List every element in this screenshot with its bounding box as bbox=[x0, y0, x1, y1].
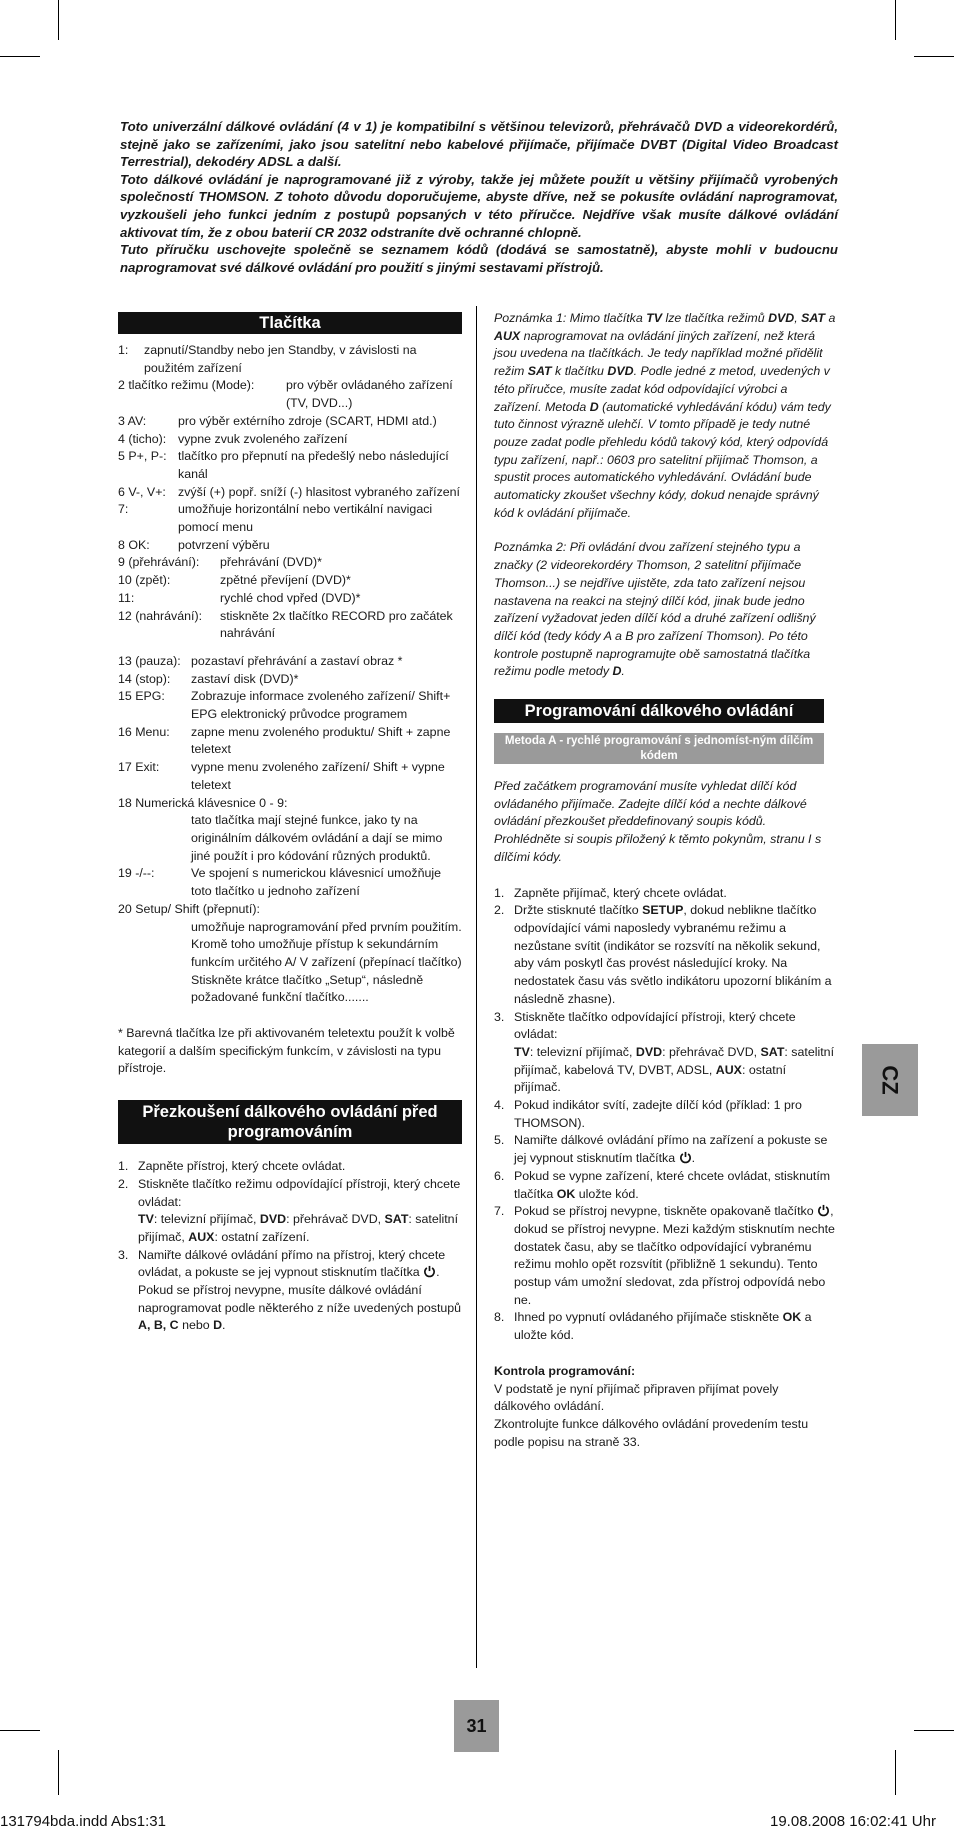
list-item-number: 2. bbox=[118, 1176, 129, 1191]
list-item bbox=[494, 1132, 836, 1167]
button-item-text: umožňuje naprogramování před prvním použitím. Kromě toho umožňuje přístup k sekundárním funkcím určitého A/ V zařízení (přepínací tlačítko) Stiskněte krátce tlačítko „Setup“, následně požadované funkční tlačítko....... bbox=[191, 919, 462, 1005]
list-item-text: Zapněte přijímač, který chcete ovládat. bbox=[514, 885, 727, 900]
list-item-number: 4. bbox=[494, 1098, 505, 1113]
test-steps bbox=[118, 1158, 462, 1335]
button-item-text: zastaví disk (DVD)* bbox=[191, 671, 299, 686]
button-item-text: vypne zvuk zvoleného zařízení bbox=[178, 431, 348, 446]
button-item-label: 17 Exit: bbox=[118, 760, 160, 775]
button-item-text: umožňuje horizontální nebo vertikální navigaci pomocí menu bbox=[178, 502, 433, 535]
button-item bbox=[118, 572, 462, 590]
button-item-text: pozastaví přehrávání a zastaví obraz * bbox=[191, 653, 403, 668]
language-tab-label: CZ bbox=[877, 1065, 903, 1095]
button-item bbox=[118, 812, 462, 865]
button-item bbox=[118, 342, 462, 377]
list-item-text: Stiskněte tlačítko odpovídající přístroji, který chcete ovládat: TV: televizní přijímač, DVD: přehrávač DVD, SAT: satelitní přijímač, kabelová TV, DVBT, ADSL, AUX: ostatní přijímač. bbox=[514, 1009, 835, 1095]
list-item-text: Namiřte dálkové ovládání přímo na přístroj, který chcete ovládat, a pokuste se jej vypnout stisknutím tlačítka . Pokud se přístroj nevypne, musíte dálkové ovládání naprogramovat podle některého z níže uvedených postupů A, B, C nebo D. bbox=[138, 1247, 462, 1333]
list-item-number: 2. bbox=[494, 903, 505, 918]
list-item-text: Ihned po vypnutí ovládaného přijímače stiskněte OK a uložte kód. bbox=[514, 1310, 812, 1343]
button-item bbox=[118, 724, 462, 759]
button-item-label: 9 (přehrávání): bbox=[118, 555, 200, 570]
button-item-label bbox=[118, 812, 191, 865]
button-item-text: zvýší (+) popř. sníží (-) hlasitost vybraného zařízení bbox=[178, 484, 460, 499]
intro-text bbox=[120, 118, 838, 276]
button-item-label: 8 OK: bbox=[118, 537, 150, 552]
list-item bbox=[494, 1309, 836, 1344]
button-item bbox=[118, 901, 462, 919]
power-icon bbox=[679, 1151, 692, 1164]
list-item-number: 7. bbox=[494, 1204, 505, 1219]
method-a-intro: Před začátkem programování musíte vyhledat dílčí kód ovládaného přijímače. Zadejte dílčí kód a nechte dálkové ovládání přezkoušet předdefinovaný soupis kódů. Prohlédněte si soupis přiložený k těmto pokynům, stranu I s dílčími kódy. bbox=[494, 779, 822, 864]
button-item-text: zapne menu zvoleného produktu/ Shift + zapne teletext bbox=[191, 724, 451, 757]
crop-mark bbox=[0, 1730, 40, 1731]
list-item-number: 3. bbox=[118, 1247, 129, 1262]
button-item-text: stiskněte 2x tlačítko RECORD pro začátek nahrávání bbox=[220, 608, 453, 641]
crop-mark bbox=[914, 56, 954, 57]
button-item-text bbox=[260, 901, 462, 919]
button-item-label: 20 Setup/ Shift (přepnutí): bbox=[118, 901, 260, 916]
button-item bbox=[118, 377, 462, 412]
intro-paragraph: Toto univerzální dálkové ovládání (4 v 1) je kompatibilní s většinou televizorů, přehrávačů DVD a videorekordérů, stejně jako se zařízeními, jako jsou satelitní nebo kabelové přijímače, přijímače DVBT (Digital Video Broadcast Terrestrial), dekodéry ADSL a další. bbox=[120, 119, 838, 170]
button-item-label: 13 (pauza): bbox=[118, 653, 181, 668]
button-item-label: 12 (nahrávání): bbox=[118, 608, 203, 623]
button-item bbox=[118, 413, 462, 431]
list-item bbox=[118, 1158, 462, 1176]
button-item-label: 19 -/--: bbox=[118, 866, 155, 881]
button-item-label bbox=[118, 919, 191, 1008]
method-a-heading: Metoda A - rychlé programování s jednomíst-ným dílčím kódem bbox=[494, 733, 824, 764]
button-item-text bbox=[287, 795, 462, 813]
button-item-text: zpětné převíjení (DVD)* bbox=[220, 573, 351, 588]
button-item bbox=[118, 919, 462, 1008]
crop-mark bbox=[895, 0, 896, 40]
list-item-number: 1. bbox=[494, 885, 505, 900]
button-item-label: 18 Numerická klávesnice 0 - 9: bbox=[118, 795, 288, 810]
list-item-number: 5. bbox=[494, 1133, 505, 1148]
column-divider bbox=[476, 306, 477, 1668]
button-item bbox=[118, 501, 462, 536]
button-item-text: Ve spojení s numerickou klávesnicí umožňuje toto tlačítko u jednoho zařízení bbox=[191, 866, 442, 899]
crop-mark bbox=[58, 1750, 59, 1795]
button-item-text: zapnutí/Standby nebo jen Standby, v závislosti na použitém zařízení bbox=[144, 343, 417, 375]
list-item-number: 1. bbox=[118, 1159, 129, 1174]
footer-file-info: 131794bda.indd Abs1:31 bbox=[0, 1813, 166, 1830]
button-item-text: vypne menu zvoleného zařízení/ Shift + vypne teletext bbox=[191, 760, 445, 792]
button-item bbox=[118, 759, 462, 794]
button-item-label: 2 tlačítko režimu (Mode): bbox=[118, 378, 255, 393]
intro-paragraph: Toto dálkové ovládání je naprogramované již z výroby, takže jej můžete použít u většiny přijímačů vyrobených společností THOMSON. Z tohoto důvodu doporučujeme, abyste dříve, než se pokusíte ovládání naprogramovat, vyzkoušeli jeho funkci jedním z postupů popsaných v této příručce. Nejdříve však musíte dálkové ovládání aktivovat tím, že z obou baterií CR 2032 odstraníte dvě ochranné chlopně. bbox=[120, 171, 838, 240]
power-icon bbox=[423, 1265, 436, 1278]
button-item bbox=[118, 484, 462, 502]
power-icon bbox=[817, 1204, 830, 1217]
button-item bbox=[118, 554, 462, 572]
list-item bbox=[494, 1203, 836, 1309]
button-item bbox=[118, 653, 462, 671]
button-item-label: 3 AV: bbox=[118, 413, 147, 428]
list-item bbox=[494, 885, 836, 903]
button-item bbox=[118, 590, 462, 608]
button-item-text: tlačítko pro přepnutí na předešlý nebo následující kanál bbox=[178, 449, 449, 481]
button-item-label: 15 EPG: bbox=[118, 689, 165, 704]
button-item-label: 14 (stop): bbox=[118, 671, 171, 686]
list-item bbox=[118, 1176, 462, 1247]
section-heading-buttons: Tlačítka bbox=[118, 312, 462, 334]
page-number: 31 bbox=[454, 1700, 499, 1752]
crop-mark bbox=[58, 0, 59, 40]
list-item-text: Pokud indikátor svítí, zadejte dílčí kód (příklad: 1 pro THOMSON). bbox=[514, 1098, 802, 1130]
crop-mark bbox=[914, 1730, 954, 1731]
control-title: Kontrola programování: bbox=[494, 1363, 636, 1378]
list-item-number: 8. bbox=[494, 1310, 505, 1325]
button-item-text: přehrávání (DVD)* bbox=[220, 555, 322, 570]
intro-paragraph: Tuto příručku uschovejte společně se seznamem kódů (dodává se samostatně), abyste mohli v budoucnu naprogramovat své dálkové ovládání pro použití s jinými sestavami přístrojů. bbox=[120, 242, 838, 275]
list-item-number: 6. bbox=[494, 1168, 505, 1183]
button-list bbox=[118, 342, 462, 1007]
button-item-label: 11: bbox=[118, 590, 135, 605]
button-item-text: tato tlačítka mají stejné funkce, jako ty na originálním dálkovém ovládání a dají se mimo jiné použít i pro kódování různých produktů. bbox=[191, 813, 443, 863]
section-heading-programming: Programování dálkového ovládání bbox=[494, 699, 824, 723]
list-item bbox=[118, 1247, 462, 1336]
button-item-label: 5 P+, P-: bbox=[118, 449, 167, 464]
note-2: Poznámka 2: Při ovládání dvou zařízení stejného typu a značky (2 videorekordéry Thomson, 2 satelitní přijímače Thomson...) se nejdříve ujistěte, zda tato zařízení nejsou nastavena na reakci na stejný dílčí kód, jinak bude jedno zařízení vyžadovat jeden dílčí kód a druhé zařízení odlišný dílčí kód (tedy kódy A a B pro zařízení Thomson). Po této kontrole postupně naprogramujte obě samostatná tlačítka režimu podle metody D. bbox=[494, 540, 816, 679]
button-item bbox=[118, 431, 462, 449]
list-item bbox=[494, 902, 836, 1008]
button-item-text: rychlé chod vpřed (DVD)* bbox=[220, 590, 361, 605]
list-item-text: Namiřte dálkové ovládání přímo na zařízení a pokuste se jej vypnout stisknutím tlačítka . bbox=[514, 1133, 828, 1166]
list-item-text: Držte stisknuté tlačítko SETUP, dokud neblikne tlačítko odpovídající vámi naposledy vybranému režimu a nezůstane svítit (indikátor se rozsvítí na několik sekund, aby vám poskytl čas provést následující kroky. Na nedostatek času vás světlo indikátoru upozorní blikáním a následně zhasne). bbox=[514, 903, 832, 1006]
list-item-text: Pokud se vypne zařízení, které chcete ovládat, stisknutím tlačítka OK uložte kód. bbox=[514, 1168, 831, 1201]
button-item bbox=[118, 537, 462, 555]
note-1: Poznámka 1: Mimo tlačítka TV lze tlačítka režimů DVD, SAT a AUX naprogramovat na ovládání jiných zařízení, než která jsou uvedena na tlačítkách. Je tedy například možné přidělit režim SAT k tlačítku DVD. Podle jedné z metod, uvedených v této příručce, musíte zadat kód odpovídající výrobci a zařízení. Metoda D (automatické vyhledávání kódu) vám tedy tuto činnost výrazně ulehčí. V tomto případě je tedy nutné pouze zadat podle přehledu kódů takový kód, který odpovídá typu zařízení, např.: 0603 pro satelitní přijímač Thomson, a spustit proces automatického vyhledávání. Ovládání bude automaticky zkoušet všechny kódy, dokud nenajde správný kód k ovládání přijímače. bbox=[494, 311, 836, 520]
list-item-number: 3. bbox=[494, 1009, 505, 1024]
button-item bbox=[118, 448, 462, 483]
button-item-label: 16 Menu: bbox=[118, 724, 170, 739]
control-text: Zkontrolujte funkce dálkového ovládání provedením testu podle popisu na straně 33. bbox=[494, 1416, 809, 1449]
button-item-text: potvrzení výběru bbox=[178, 537, 270, 552]
list-item bbox=[494, 1168, 836, 1203]
button-item-label: 4 (ticho): bbox=[118, 431, 167, 446]
button-item bbox=[118, 865, 462, 900]
list-item-text: Zapněte přístroj, který chcete ovládat. bbox=[138, 1159, 346, 1174]
button-item bbox=[118, 688, 462, 723]
button-item-label: 7: bbox=[118, 502, 129, 517]
button-item-label: 6 V-, V+: bbox=[118, 484, 166, 499]
footnote: * Barevná tlačítka lze při aktivovaném teletextu použít k volbě kategorií a dalším specifickým funkcím, v závislosti na typu přístroje. bbox=[118, 1026, 455, 1076]
left-column bbox=[118, 312, 462, 1335]
crop-mark bbox=[0, 56, 40, 57]
button-item-text: pro výběr extérního zdroje (SCART, HDMI atd.) bbox=[178, 413, 437, 428]
programming-steps bbox=[494, 885, 836, 1345]
footer-timestamp: 19.08.2008 16:02:41 Uhr bbox=[770, 1813, 936, 1830]
control-text: V podstatě je nyní přijímač připraven přijímat povely dálkového ovládání. bbox=[494, 1381, 779, 1414]
right-column bbox=[494, 310, 836, 1451]
button-item-text: pro výběr ovládaného zařízení (TV, DVD...) bbox=[286, 378, 453, 411]
list-item bbox=[494, 1097, 836, 1132]
list-item bbox=[494, 1009, 836, 1098]
button-item bbox=[118, 671, 462, 689]
list-item-text: Pokud se přístroj nevypne, tiskněte opakovaně tlačítko , dokud se přístroj nevypne. Mezi každým stisknutím nechte dostatek času, aby se tlačítko odpovídající vybranému režimu mohlo opět rozsvítit (přibližně 1 sekundu). Tento postup vám umožní sledovat, zda přístroj odpovídá nebo ne. bbox=[514, 1204, 835, 1307]
section-heading-test: Přezkoušení dálkového ovládání před programováním bbox=[118, 1100, 462, 1144]
button-item bbox=[118, 795, 462, 813]
button-item-text: Zobrazuje informace zvoleného zařízení/ Shift+ EPG elektronický průvodce programem bbox=[191, 689, 451, 722]
language-tab bbox=[862, 1044, 918, 1116]
crop-mark bbox=[895, 1750, 896, 1795]
button-item-label: 1: bbox=[118, 343, 129, 357]
button-item-label: 10 (zpět): bbox=[118, 573, 171, 588]
list-item-text: Stiskněte tlačítko režimu odpovídající přístroji, který chcete ovládat: TV: televizní přijímač, DVD: přehrávač DVD, SAT: satelitní přijímač, AUX: ostatní zařízení. bbox=[138, 1176, 461, 1244]
button-item bbox=[118, 608, 462, 643]
